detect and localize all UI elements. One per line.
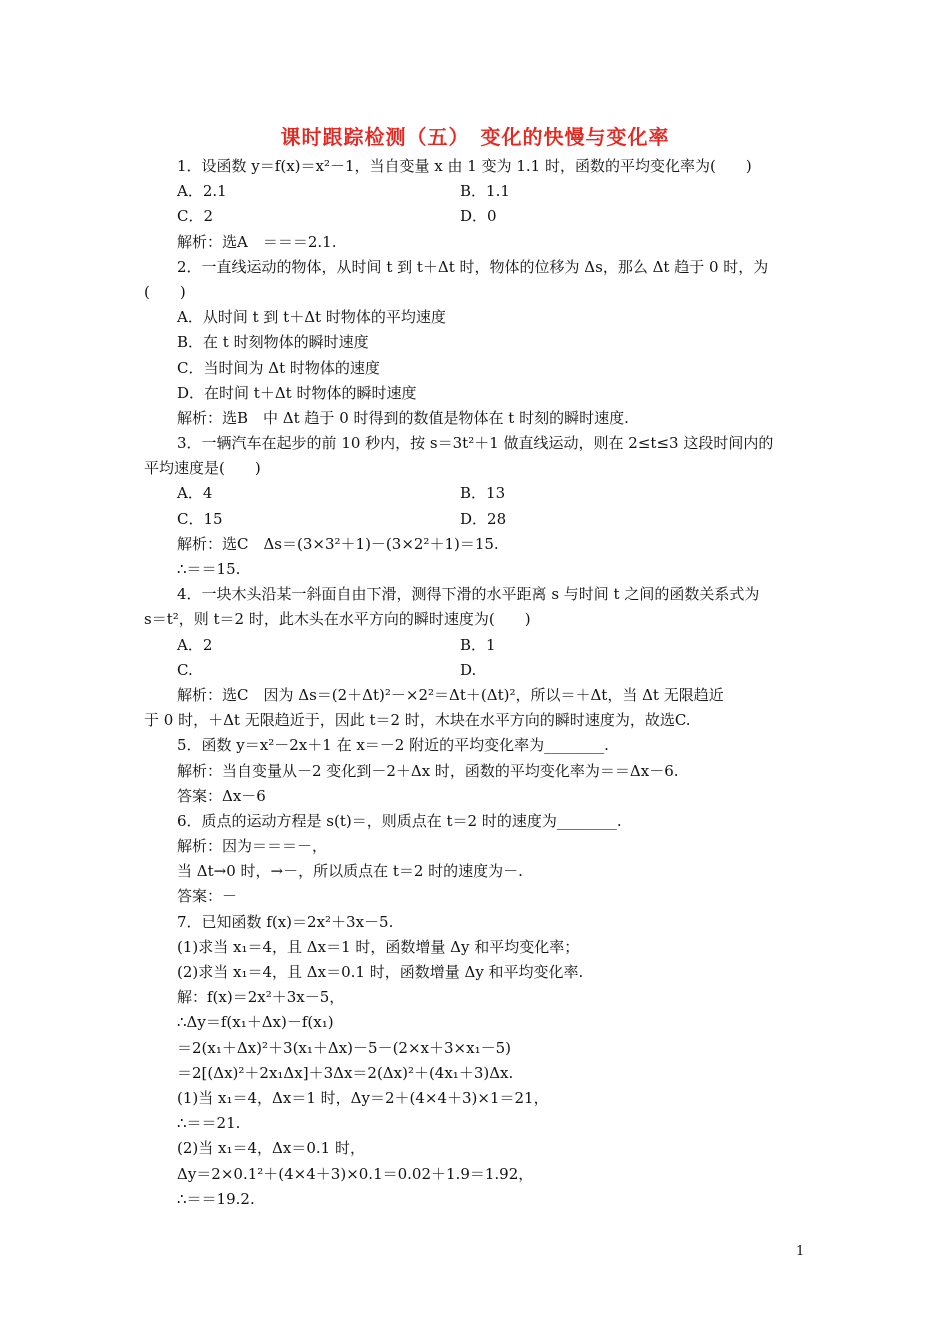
option-right: D．0 <box>460 207 497 226</box>
text-line: 解析：选A ＝＝＝2.1. <box>177 232 337 251</box>
option-left: A．4 <box>177 484 213 503</box>
option-right: B．1 <box>460 635 496 654</box>
text-line: 解析：当自变量从－2 变化到－2＋Δx 时，函数的平均变化率为＝＝Δx－6. <box>177 761 679 780</box>
option-right: D. <box>460 660 477 679</box>
document-body <box>144 154 812 1212</box>
text-line: ＝2[(Δx)²＋2x₁Δx]＋3Δx＝2(Δx)²＋(4x₁＋3)Δx. <box>177 1063 514 1082</box>
text-line: 解析：选C 因为 Δs＝(2＋Δt)²－×2²＝Δt＋(Δt)²，所以＝＋Δt，当 Δt 无限趋近 <box>177 685 724 704</box>
text-line: B．在 t 时刻物体的瞬时速度 <box>177 333 369 352</box>
text-line: ＝2(x₁＋Δx)²＋3(x₁＋Δx)－5－(2×x＋3×x₁－5) <box>177 1038 511 1057</box>
option-left: A．2.1 <box>177 182 227 201</box>
option-left: C．2 <box>177 207 214 226</box>
text-line: 于 0 时，＋Δt 无限趋近于，因此 t＝2 时，木块在水平方向的瞬时速度为，故选C. <box>144 711 691 730</box>
text-line: 当 Δt→0 时，→－，所以质点在 t＝2 时的速度为－. <box>177 862 523 881</box>
option-left: A．2 <box>177 635 213 654</box>
page-title: 课时跟踪检测（五） 变化的快慢与变化率 <box>280 125 670 149</box>
text-line: 3．一辆汽车在起步的前 10 秒内，按 s＝3t²＋1 做直线运动，则在 2≤t≤3 这段时间内的 <box>177 434 774 453</box>
text-line: C．当时间为 Δt 时物体的速度 <box>177 358 380 377</box>
text-line: ( ) <box>144 282 186 301</box>
text-line: Δy＝2×0.1²＋(4×4＋3)×0.1＝0.02＋1.9＝1.92， <box>177 1164 534 1183</box>
option-right: B．1.1 <box>460 182 510 201</box>
option-left: C．15 <box>177 509 223 528</box>
option-row <box>144 507 812 532</box>
text-line: ∴＝＝15. <box>177 560 241 578</box>
text-line: (2)求当 x₁＝4，且 Δx＝0.1 时，函数增量 Δy 和平均变化率. <box>177 963 584 981</box>
option-right: B．13 <box>460 484 506 503</box>
option-row <box>144 658 812 683</box>
text-line: 解析：选B 中 Δt 趋于 0 时得到的数值是物体在 t 时刻的瞬时速度. <box>177 408 629 427</box>
page-number: 1 <box>796 1244 805 1259</box>
text-line: 解析：因为＝＝＝－， <box>177 837 328 856</box>
text-line: 5．函数 y＝x²－2x＋1 在 x＝－2 附近的平均变化率为________. <box>177 736 609 755</box>
text-line: 平均速度是( ) <box>144 459 261 478</box>
text-line: ∴Δy＝f(x₁＋Δx)－f(x₁) <box>177 1013 334 1032</box>
text-line: 1．设函数 y＝f(x)＝x²－1，当自变量 x 由 1 变为 1.1 时，函数的平均变化率为( ) <box>177 157 752 175</box>
text-line: D．在时间 t＋Δt 时物体的瞬时速度 <box>177 383 417 402</box>
text-line: ∴＝＝19.2. <box>177 1189 255 1208</box>
text-line: (2)当 x₁＝4，Δx＝0.1 时， <box>177 1139 365 1158</box>
text-line: ∴＝＝21. <box>177 1114 241 1133</box>
text-line: 7．已知函数 f(x)＝2x²＋3x－5. <box>177 912 394 931</box>
text-line: 6．质点的运动方程是 s(t)＝，则质点在 t＝2 时的速度为________. <box>177 811 622 830</box>
text-line: 答案：Δx－6 <box>177 786 266 805</box>
option-row <box>144 179 812 204</box>
option-row <box>144 481 812 506</box>
option-row <box>144 633 812 658</box>
text-line: 解：f(x)＝2x²＋3x－5， <box>177 988 345 1007</box>
option-row <box>144 204 812 229</box>
text-line: (1)求当 x₁＝4，且 Δx＝1 时，函数增量 Δy 和平均变化率； <box>177 937 580 956</box>
text-line: A．从时间 t 到 t＋Δt 时物体的平均速度 <box>177 308 446 327</box>
text-line: (1)当 x₁＝4，Δx＝1 时，Δy＝2＋(4×4＋3)×1＝21， <box>177 1088 549 1107</box>
text-line: 4．一块木头沿某一斜面自由下滑，测得下滑的水平距离 s 与时间 t 之间的函数关系式为 <box>177 585 760 604</box>
text-line: s＝t²，则 t＝2 时，此木头在水平方向的瞬时速度为( ) <box>144 610 531 629</box>
option-right: D．28 <box>460 509 507 528</box>
text-line: 解析：选C Δs＝(3×3²＋1)－(3×2²＋1)＝15. <box>177 534 499 553</box>
text-line: 2．一直线运动的物体，从时间 t 到 t＋Δt 时，物体的位移为 Δs，那么 Δt 趋于 0 时，为 <box>177 257 769 276</box>
text-line: 答案：－ <box>177 887 238 906</box>
option-left: C. <box>177 660 193 679</box>
